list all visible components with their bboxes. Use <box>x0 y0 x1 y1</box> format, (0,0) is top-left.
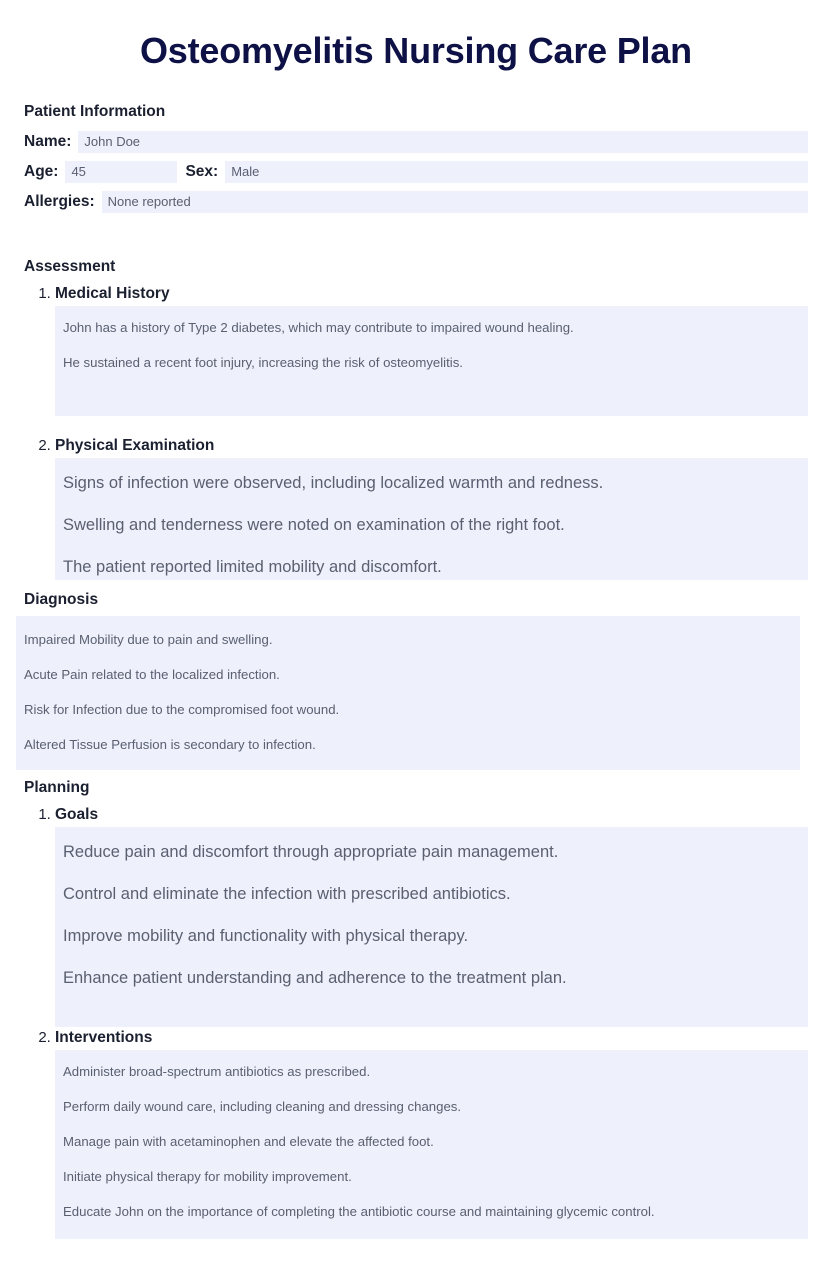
subsection-title-interventions: 2. Interventions <box>55 1029 153 1046</box>
medical-history-line: He sustained a recent foot injury, increasing the risk of osteomyelitis. <box>63 355 463 370</box>
section-heading-planning: Planning <box>24 779 90 796</box>
patient-field-name-value: John Doe <box>78 131 808 153</box>
section-heading-diagnosis: Diagnosis <box>24 591 99 608</box>
diagnosis-line: Acute Pain related to the localized infection. <box>24 667 280 682</box>
patient-field-age-label: Age: <box>24 163 59 180</box>
interventions-line: Perform daily wound care, including cleaning and dressing changes. <box>63 1099 462 1114</box>
medical-history-line: John has a history of Type 2 diabetes, which may contribute to impaired wound healing. <box>63 320 574 335</box>
content-box-goals <box>55 827 808 1027</box>
section-heading-assessment: Assessment <box>24 258 116 275</box>
goals-line: Enhance patient understanding and adherence to the treatment plan. <box>63 969 567 987</box>
patient-field-allergies-value: None reported <box>102 191 808 213</box>
patient-field-name-label: Name: <box>24 133 72 150</box>
patient-field-allergies-row <box>24 191 808 213</box>
goals-line: Improve mobility and functionality with physical therapy. <box>63 927 469 945</box>
patient-field-sex-value: Male <box>225 161 808 183</box>
diagnosis-line: Impaired Mobility due to pain and swelling. <box>24 632 273 647</box>
patient-field-age-value: 45 <box>65 161 177 183</box>
planning-subsection-interventions <box>55 1027 808 1239</box>
assessment-subsection-medical-history <box>55 283 808 416</box>
field-spacer <box>177 161 185 183</box>
physical-examination-line: Signs of infection were observed, including localized warmth and redness. <box>63 474 604 492</box>
assessment-subsection-list <box>24 283 808 580</box>
goals-line: Reduce pain and discomfort through appropriate pain management. <box>63 843 559 861</box>
patient-field-name-row <box>24 131 808 153</box>
physical-examination-line: Swelling and tenderness were noted on examination of the right foot. <box>63 516 565 534</box>
interventions-line: Educate John on the importance of completing the antibiotic course and maintaining glycemic control. <box>63 1204 655 1219</box>
subsection-title-medical-history: 1. Medical History <box>55 285 170 302</box>
planning-subsection-list <box>24 804 808 1239</box>
patient-field-sex-label: Sex: <box>185 163 219 180</box>
section-heading-patient-information: Patient Information <box>24 103 166 120</box>
content-box-medical-history <box>55 306 808 416</box>
content-box-diagnosis <box>16 616 800 770</box>
subsection-title-goals: 1. Goals <box>55 806 99 823</box>
diagnosis-block <box>24 616 808 770</box>
page-title: Osteomyelitis Nursing Care Plan <box>140 30 692 71</box>
content-box-physical-examination <box>55 458 808 580</box>
goals-line: Control and eliminate the infection with prescribed antibiotics. <box>63 885 511 903</box>
diagnosis-line: Risk for Infection due to the compromised foot wound. <box>24 702 340 717</box>
content-box-interventions <box>55 1050 808 1239</box>
physical-examination-line: The patient reported limited mobility and discomfort. <box>63 558 442 576</box>
patient-field-age-sex-row <box>24 161 808 183</box>
interventions-line: Manage pain with acetaminophen and elevate the affected foot. <box>63 1134 434 1149</box>
interventions-line: Administer broad-spectrum antibiotics as prescribed. <box>63 1064 371 1079</box>
diagnosis-line: Altered Tissue Perfusion is secondary to infection. <box>24 737 316 752</box>
planning-subsection-goals <box>55 804 808 1027</box>
patient-field-allergies-label: Allergies: <box>24 193 95 210</box>
subsection-title-physical-examination: 2. Physical Examination <box>55 437 215 454</box>
interventions-line: Initiate physical therapy for mobility improvement. <box>63 1169 352 1184</box>
assessment-subsection-physical-examination <box>55 435 808 580</box>
